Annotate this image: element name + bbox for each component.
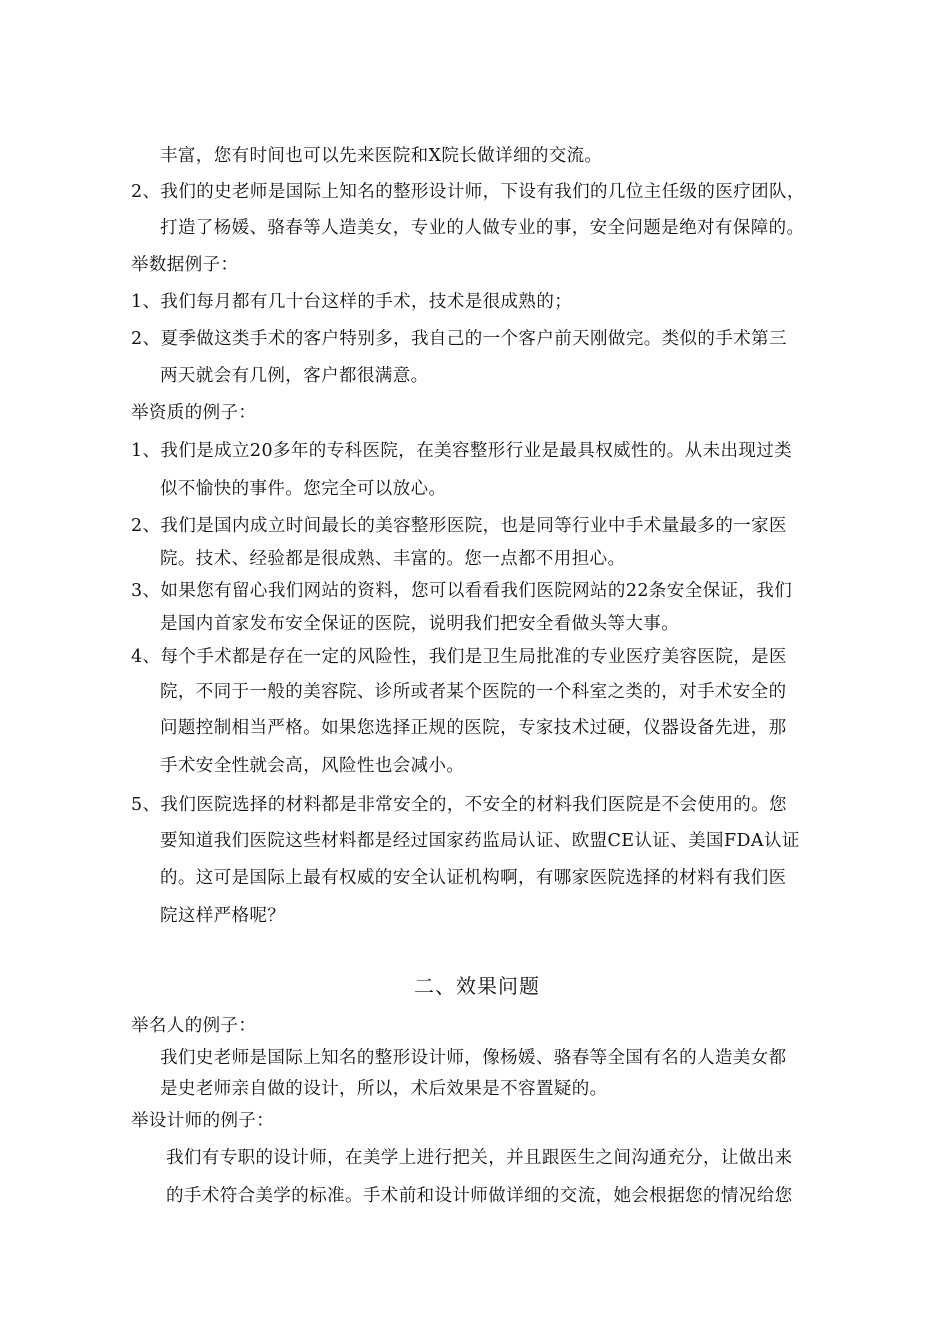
list-item-3: 3、如果您有留心我们网站的资料，您可以看看我们医院网站的22条安全保证，我们 [131, 581, 793, 601]
list-item-2: 2、我们是国内成立时间最长的美容整形医院，也是同等行业中手术量最多的一家医 [131, 516, 787, 536]
subheading: 举设计师的例子： [131, 1111, 275, 1131]
subheading: 举资质的例子： [131, 403, 257, 423]
text-line: 院这样严格呢？ [160, 906, 286, 926]
list-item-5: 5、我们医院选择的材料都是非常安全的，不安全的材料我们医院是不会使用的。您 [131, 795, 787, 815]
text-line: 丰富，您有时间也可以先来医院和X院长做详细的交流。 [160, 146, 603, 166]
text-line: 是国内首家发布安全保证的医院，说明我们把安全看做头等大事。 [160, 614, 680, 634]
text-line: 要知道我们医院这些材料都是经过国家药监局认证、欧盟CE认证、美国FDA认证 [160, 831, 800, 851]
text-line: 手术安全性就会高，风险性也会减小。 [160, 756, 465, 776]
list-item-1: 1、我们每月都有几十台这样的手术，技术是很成熟的； [131, 292, 573, 312]
text-line: 问题控制相当严格。如果您选择正规的医院，专家技术过硬，仪器设备先进，那 [160, 718, 787, 738]
text-line: 我们有专职的设计师，在美学上进行把关，并且跟医生之间沟通充分，让做出来 [166, 1148, 793, 1168]
text-line: 两天就会有几例，客户都很满意。 [160, 366, 429, 386]
list-item-4: 4、每个手术都是存在一定的风险性，我们是卫生局批准的专业医疗美容医院，是医 [131, 647, 787, 667]
list-item-1: 1、我们是成立20多年的专科医院，在美容整形行业是最具权威性的。从未出现过类 [131, 441, 793, 461]
list-item-2: 2、我们的史老师是国际上知名的整形设计师，下设有我们的几位主任级的医疗团队， [131, 182, 805, 202]
text-line: 的。这可是国际上最有权威的安全认证机构啊，有哪家医院选择的材料有我们医 [160, 868, 787, 888]
text-line: 似不愉快的事件。您完全可以放心。 [160, 479, 447, 499]
subheading: 举数据例子： [131, 255, 239, 275]
list-item-2: 2、夏季做这类手术的客户特别多，我自己的一个客户前天刚做完。类似的手术第三 [131, 329, 787, 349]
text-line: 院。技术、经验都是很成熟、丰富的。您一点都不用担心。 [160, 549, 626, 569]
text-line: 我们史老师是国际上知名的整形设计师，像杨媛、骆春等全国有名的人造美女都 [160, 1048, 787, 1068]
text-line: 院，不同于一般的美容院、诊所或者某个医院的一个科室之类的，对手术安全的 [160, 682, 787, 702]
section-heading: 二、效果问题 [414, 974, 540, 998]
text-line: 打造了杨媛、骆春等人造美女，专业的人做专业的事，安全问题是绝对有保障的。 [160, 218, 805, 238]
text-line: 是史老师亲自做的设计，所以，术后效果是不容置疑的。 [160, 1079, 608, 1099]
text-line: 的手术符合美学的标准。手术前和设计师做详细的交流，她会根据您的情况给您 [166, 1186, 793, 1206]
subheading: 举名人的例子： [131, 1016, 257, 1036]
